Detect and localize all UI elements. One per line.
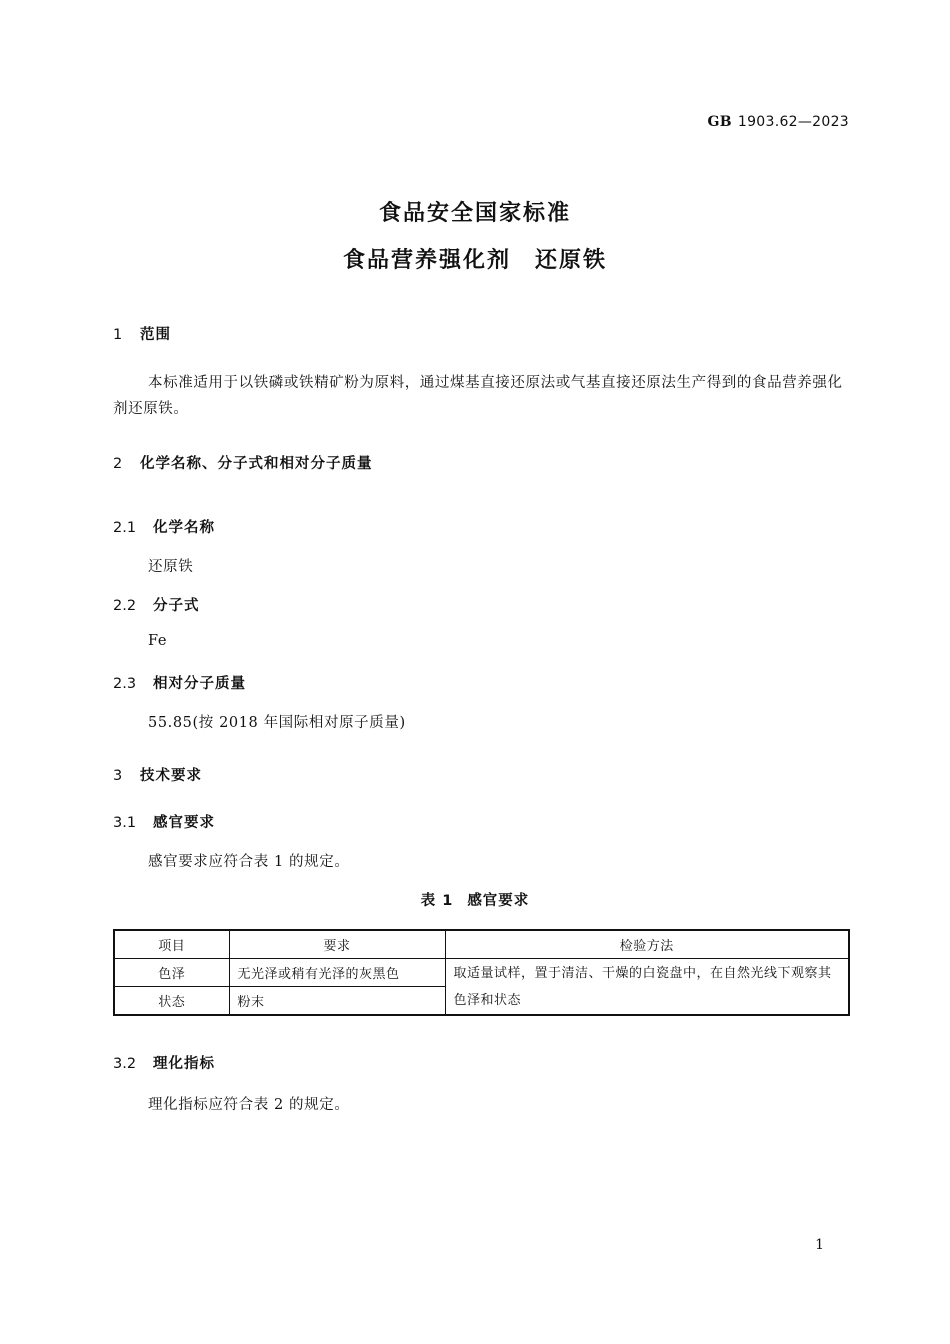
table-cell-method: 取适量试样，置于清洁、干燥的白瓷盘中，在自然光线下观察其色泽和状态 [445,959,849,1016]
table-header-row [114,930,849,959]
section-title: 相对分子质量 [153,676,246,692]
section-2-1-heading [113,516,215,537]
molecular-mass-text: 55.85(按 2018 年国际相对原子质量) [148,715,406,731]
section-number: 2.2 [113,598,137,614]
section-3-2-heading [113,1052,215,1073]
table-cell-requirement: 粉末 [229,987,445,1016]
section-title: 分子式 [153,598,200,614]
physicochemical-index-text: 理化指标应符合表 2 的规定。 [148,1097,350,1113]
section-number: 3.1 [113,815,137,831]
section-title: 化学名称 [153,520,215,536]
section-number: 3.2 [113,1056,137,1072]
table-cell-item: 状态 [114,987,229,1016]
chemical-name-text: 还原铁 [148,559,194,575]
table-cell-requirement: 无光泽或稍有光泽的灰黑色 [229,959,445,987]
sensory-requirements-table [113,929,850,1016]
standard-code [707,114,849,130]
section-3-heading [113,764,202,785]
section-title: 技术要求 [140,768,202,784]
document-title-line2: 食品营养强化剂 还原铁 [342,248,607,273]
table-header-cell: 要求 [229,930,445,959]
section-number: 2.3 [113,676,137,692]
section-1-heading [113,323,171,344]
table-1-caption [0,889,950,910]
section-title: 感官要求 [153,815,215,831]
table-caption-number: 表 1 [420,893,454,909]
section-2-heading [113,452,373,473]
molecular-formula-text: Fe [148,633,168,649]
section-2-2-heading [113,594,200,615]
table-header-cell: 检验方法 [445,930,849,959]
page-number: 1 [815,1237,824,1253]
section-1-paragraph [113,370,850,422]
table-caption-title: 感官要求 [467,893,530,909]
section-title: 化学名称、分子式和相对分子质量 [140,456,373,472]
section-number: 3 [113,768,123,784]
standard-number: 1903.62—2023 [737,114,849,130]
table-cell-item: 色泽 [114,959,229,987]
table-header-cell: 项目 [114,930,229,959]
section-title: 范围 [140,327,171,343]
section-2-3-heading [113,672,246,693]
section-number: 2.1 [113,520,137,536]
document-title-line1: 食品安全国家标准 [378,201,571,226]
section-3-1-heading [113,811,215,832]
standard-prefix: GB [707,114,732,130]
section-number: 1 [113,327,123,343]
paragraph-text: 本标准适用于以铁磷或铁精矿粉为原料，通过煤基直接还原法或气基直接还原法生产得到的食品营养强化剂还原铁。 [113,375,843,417]
table-row [114,959,849,987]
sensory-requirement-text: 感官要求应符合表 1 的规定。 [148,854,350,870]
section-title: 理化指标 [153,1056,215,1072]
section-number: 2 [113,456,123,472]
